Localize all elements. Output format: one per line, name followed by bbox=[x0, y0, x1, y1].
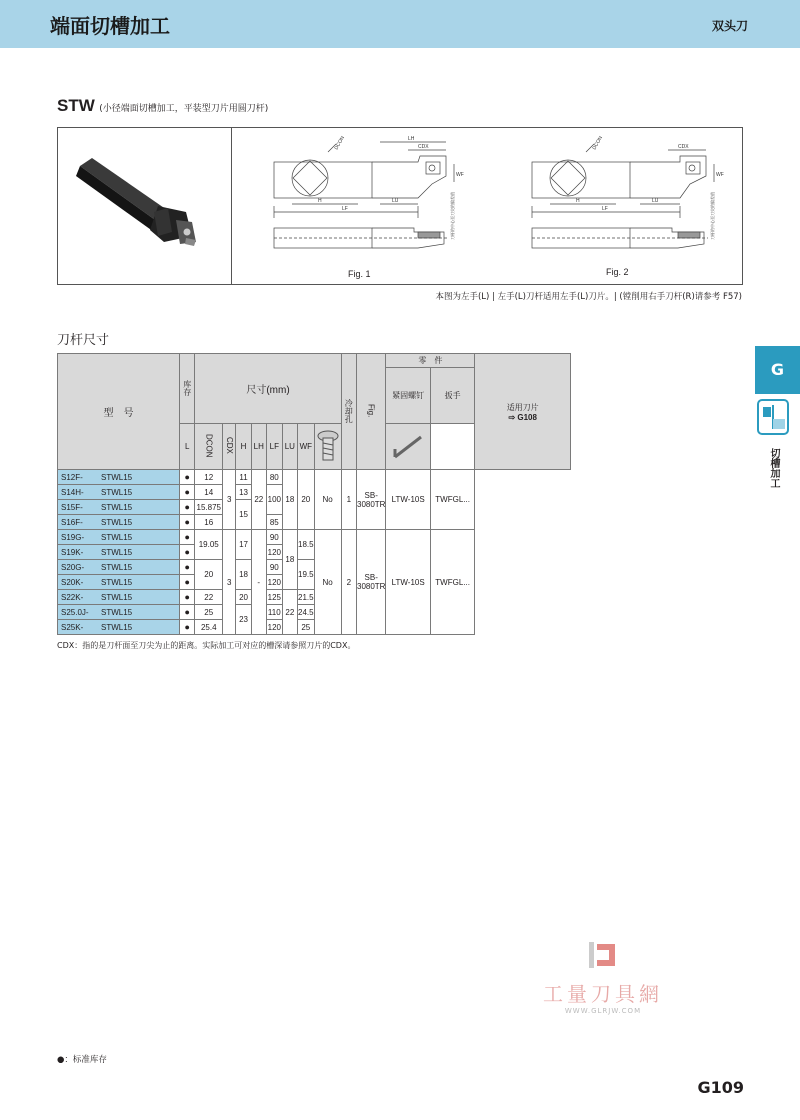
cell-coolant: No bbox=[314, 530, 341, 635]
cell-wf: 20 bbox=[298, 470, 315, 530]
th-wrench: 扳手 bbox=[430, 368, 475, 424]
cell-h: 11 bbox=[236, 470, 251, 485]
watermark bbox=[528, 940, 678, 1015]
cell-dcon: 22 bbox=[195, 590, 223, 605]
wrench-icon bbox=[386, 424, 430, 470]
screw-icon bbox=[314, 424, 341, 470]
cell-lf: 120 bbox=[266, 575, 282, 590]
cell-dcon: 25.4 bbox=[195, 620, 223, 635]
th-lh: LH bbox=[251, 424, 266, 470]
table-row-model: S19G- STWL15 bbox=[58, 530, 180, 545]
svg-text:LU: LU bbox=[652, 198, 659, 204]
cell-lf: 125 bbox=[266, 590, 282, 605]
cell-fig: 1 bbox=[341, 470, 356, 530]
th-wf: WF bbox=[298, 424, 315, 470]
stock-dot: ● bbox=[180, 590, 195, 605]
sidebar-section-label: 切槽加工 bbox=[768, 448, 779, 488]
cell-wrench: LTW-10S bbox=[386, 470, 430, 530]
cell-h: 20 bbox=[236, 590, 251, 605]
cell-lf: 100 bbox=[266, 485, 282, 515]
stock-dot: ● bbox=[180, 575, 195, 590]
cell-dcon: 16 bbox=[195, 515, 223, 530]
cell-lf: 85 bbox=[266, 515, 282, 530]
product-description: (小径端面切槽加工，平装型刀片用圆刀杆) bbox=[99, 104, 269, 114]
th-insert: 适用刀片 ⇨ G108 bbox=[475, 354, 571, 470]
cell-cdx: 3 bbox=[223, 530, 236, 635]
cell-coolant: No bbox=[314, 470, 341, 530]
cell-lu: 18 bbox=[282, 470, 297, 530]
watermark-url: WWW.GLRJW.COM bbox=[564, 1007, 642, 1015]
th-cdx: CDX bbox=[223, 424, 236, 470]
cell-insert: TWFGL... bbox=[430, 530, 475, 635]
cell-wf: 24.5 bbox=[298, 605, 315, 620]
cell-wf: 25 bbox=[298, 620, 315, 635]
stock-dot: ● bbox=[180, 485, 195, 500]
svg-text:CDX: CDX bbox=[678, 144, 689, 150]
section-tab-g[interactable]: G bbox=[755, 346, 800, 394]
table-row-model: S25K- STWL15 bbox=[58, 620, 180, 635]
cell-h: 13 bbox=[236, 485, 251, 500]
page-number: G109 bbox=[697, 1078, 744, 1097]
cell-h: 15 bbox=[236, 500, 251, 530]
product-heading bbox=[57, 96, 268, 116]
table-row-model: S14H- STWL15 bbox=[58, 485, 180, 500]
th-dims: 尺寸(mm) bbox=[195, 354, 341, 424]
cell-insert: TWFGL... bbox=[430, 470, 475, 530]
stock-dot: ● bbox=[180, 560, 195, 575]
cell-dcon: 14 bbox=[195, 485, 223, 500]
page-header bbox=[0, 0, 800, 48]
th-lf: LF bbox=[266, 424, 282, 470]
figure-box bbox=[57, 127, 743, 285]
page-title: 端面切槽加工 bbox=[50, 14, 170, 38]
th-l: L bbox=[180, 424, 195, 470]
table-row-model: S20K- STWL15 bbox=[58, 575, 180, 590]
th-coolant: 冷却孔 bbox=[341, 354, 356, 470]
cdx-note: CDX：指的是刀杆面至刀尖为止的距离。实际加工可对应的槽深请参照刀片的CDX。 bbox=[57, 641, 356, 650]
stock-dot: ● bbox=[180, 515, 195, 530]
cell-lh: - bbox=[251, 530, 266, 635]
table-row-model: S19K- STWL15 bbox=[58, 545, 180, 560]
cell-lu: 22 bbox=[282, 590, 297, 635]
svg-text:刀杆的中心至刀尖的偏差值: 刀杆的中心至刀尖的偏差值 bbox=[450, 192, 455, 240]
cell-lf: 120 bbox=[266, 545, 282, 560]
cell-lf: 110 bbox=[266, 605, 282, 620]
cell-screw: SB-3080TR bbox=[357, 530, 386, 635]
cell-lf: 90 bbox=[266, 560, 282, 575]
svg-text:DCON: DCON bbox=[333, 135, 347, 151]
tool-photo bbox=[58, 128, 230, 284]
stock-legend: ●：标准库存 bbox=[57, 1055, 107, 1065]
th-stock: 库存 bbox=[180, 354, 195, 424]
cell-lu: 18 bbox=[282, 530, 297, 590]
cell-dcon: 25 bbox=[195, 605, 223, 620]
svg-text:刀杆的中心至刀尖的偏差值: 刀杆的中心至刀尖的偏差值 bbox=[710, 192, 715, 240]
svg-text:CDX: CDX bbox=[418, 144, 429, 150]
stock-dot: ● bbox=[180, 500, 195, 515]
table-row-model: S15F- STWL15 bbox=[58, 500, 180, 515]
table-row-model: S25.0J- STWL15 bbox=[58, 605, 180, 620]
stock-dot: ● bbox=[180, 530, 195, 545]
svg-text:WF: WF bbox=[716, 172, 724, 178]
cell-lf: 120 bbox=[266, 620, 282, 635]
svg-text:LF: LF bbox=[602, 206, 608, 212]
table-row-model: S12F- STWL15 bbox=[58, 470, 180, 485]
svg-text:WF: WF bbox=[456, 172, 464, 178]
svg-text:LH: LH bbox=[408, 136, 415, 142]
cell-cdx: 3 bbox=[223, 470, 236, 530]
watermark-text: 工量刀具網 bbox=[543, 982, 663, 1006]
watermark-logo-icon bbox=[585, 940, 621, 970]
cell-dcon: 15.875 bbox=[195, 500, 223, 515]
stock-dot: ● bbox=[180, 605, 195, 620]
fig1-label: Fig. 1 bbox=[348, 269, 371, 279]
category-label: 双头刀 bbox=[711, 19, 748, 33]
cell-dcon: 12 bbox=[195, 470, 223, 485]
stock-dot: ● bbox=[180, 620, 195, 635]
stock-dot: ● bbox=[180, 470, 195, 485]
th-h: H bbox=[236, 424, 251, 470]
cell-wf: 19.5 bbox=[298, 560, 315, 590]
section-title: 刀杆尺寸 bbox=[57, 333, 110, 348]
cell-fig: 2 bbox=[341, 530, 356, 635]
cell-h: 17 bbox=[236, 530, 251, 560]
fig2-label: Fig. 2 bbox=[606, 267, 629, 277]
cell-screw: SB-3080TR bbox=[357, 470, 386, 530]
grooving-icon bbox=[757, 399, 789, 435]
th-model: 型 号 bbox=[58, 354, 180, 470]
stock-dot: ● bbox=[180, 545, 195, 560]
th-dcon: DCON bbox=[195, 424, 223, 470]
th-parts: 零 件 bbox=[386, 354, 475, 368]
cell-lf: 80 bbox=[266, 470, 282, 485]
cell-lf: 90 bbox=[266, 530, 282, 545]
technical-drawings bbox=[232, 128, 742, 284]
svg-text:LF: LF bbox=[342, 206, 348, 212]
insert-ref-link[interactable]: G108 bbox=[517, 412, 537, 422]
svg-text:H: H bbox=[576, 198, 580, 204]
th-screw: 紧固螺钉 bbox=[386, 368, 430, 424]
spec-table bbox=[57, 353, 571, 635]
table-row-model: S22K- STWL15 bbox=[58, 590, 180, 605]
table-row-model: S16F- STWL15 bbox=[58, 515, 180, 530]
figure-note: 本图为左手(L) | 左手(L)刀杆适用左手(L)刀片。| (镗削用右手刀杆(R)请参考 F57) bbox=[435, 292, 742, 302]
cell-dcon: 20 bbox=[195, 560, 223, 590]
svg-text:LU: LU bbox=[392, 198, 399, 204]
th-fig: Fig. bbox=[357, 354, 386, 470]
cell-h: 18 bbox=[236, 560, 251, 590]
cell-wrench: LTW-10S bbox=[386, 530, 430, 635]
cell-dcon: 19.05 bbox=[195, 530, 223, 560]
th-lu: LU bbox=[282, 424, 297, 470]
svg-text:DCON: DCON bbox=[591, 135, 605, 151]
svg-text:H: H bbox=[318, 198, 322, 204]
cell-wf: 21.5 bbox=[298, 590, 315, 605]
cell-h: 23 bbox=[236, 605, 251, 635]
cell-wf: 18.5 bbox=[298, 530, 315, 560]
cell-lh: 22 bbox=[251, 470, 266, 530]
product-code: STW bbox=[57, 96, 95, 115]
table-row-model: S20G- STWL15 bbox=[58, 560, 180, 575]
